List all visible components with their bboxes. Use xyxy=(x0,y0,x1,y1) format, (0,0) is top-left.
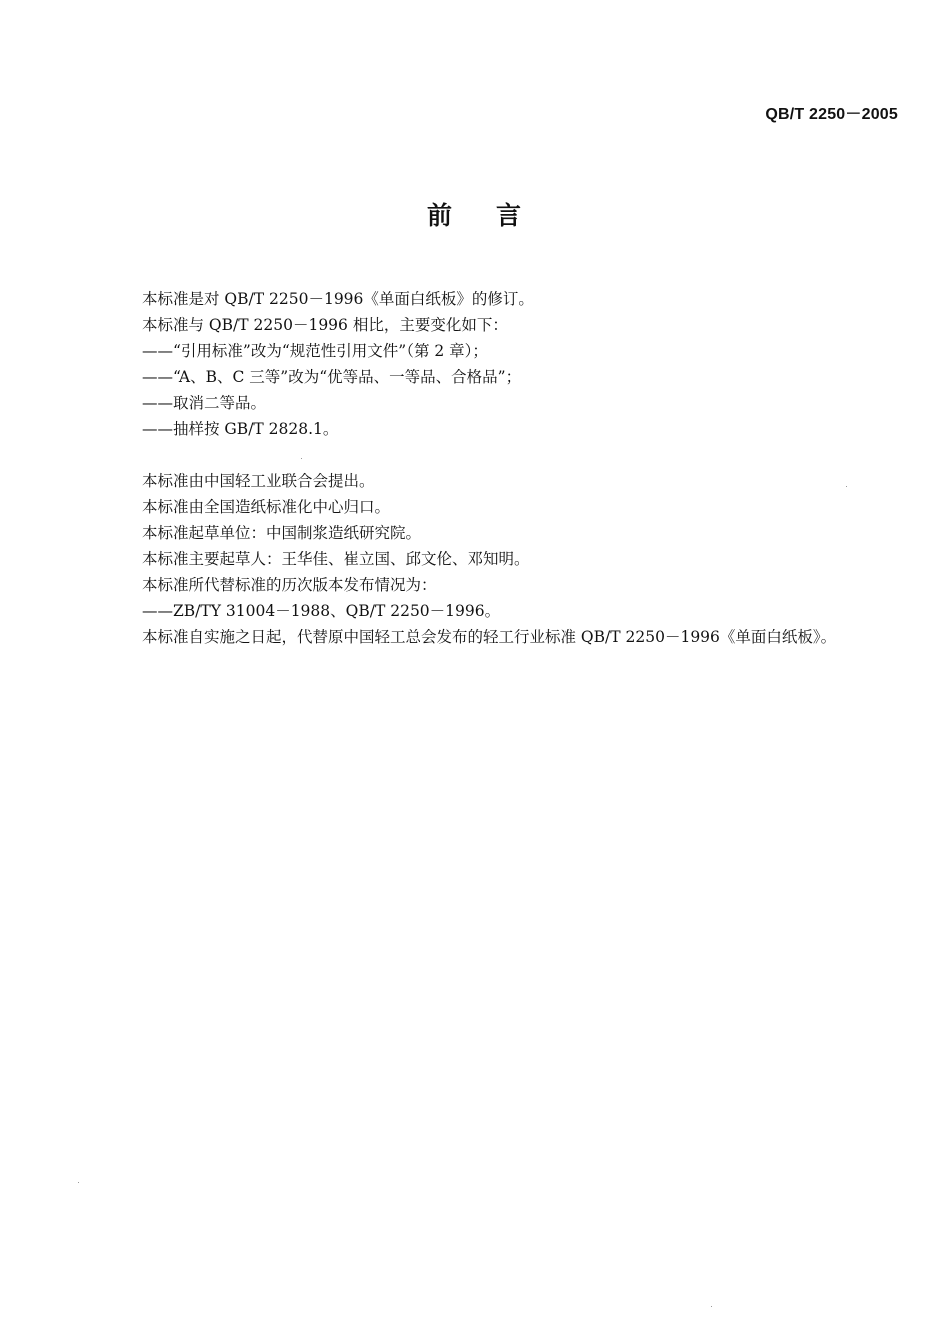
change-item-second-grade: ——取消二等品。 xyxy=(142,394,267,412)
foreword-body xyxy=(142,286,942,650)
previous-editions-item: ——ZB/TY 31004－1988、QB/T 2250－1996。 xyxy=(142,602,501,620)
page-title-char-2: 言 xyxy=(496,201,524,230)
paragraph-revision-note: 本标准是对 QB/T 2250－1996《单面白纸板》的修订。 xyxy=(142,290,534,308)
paragraph-main-changes: 本标准与 QB/T 2250－1996 相比，主要变化如下： xyxy=(142,316,508,334)
standard-number: QB/T 2250－2005 xyxy=(765,106,898,123)
page-title xyxy=(0,196,950,232)
scan-speck xyxy=(711,1306,712,1307)
paragraph-replacement: 本标准自实施之日起，代替原中国轻工总会发布的轻工行业标准 QB/T 2250－1996《单面白纸板》。 xyxy=(142,628,837,646)
change-item-grades: ——“A、B、C 三等”改为“优等品、一等品、合格品”； xyxy=(142,368,522,386)
paragraph-spacer xyxy=(142,442,942,468)
paragraph-drafting-unit: 本标准起草单位：中国制浆造纸研究院。 xyxy=(142,524,422,542)
paragraph-previous-editions: 本标准所代替标准的历次版本发布情况为： xyxy=(142,576,437,594)
scan-speck xyxy=(846,486,847,487)
change-item-sampling: ——抽样按 GB/T 2828.1。 xyxy=(142,420,339,438)
paragraph-proposed-by: 本标准由中国轻工业联合会提出。 xyxy=(142,472,375,490)
change-item-references: ——“引用标准”改为“规范性引用文件”（第 2 章）； xyxy=(142,342,488,360)
paragraph-centralized-by: 本标准由全国造纸标准化中心归口。 xyxy=(142,498,391,516)
page-title-char-1: 前 xyxy=(426,201,454,230)
scan-speck xyxy=(301,458,302,459)
paragraph-drafters: 本标准主要起草人：王华佳、崔立国、邱文伦、邓知明。 xyxy=(142,550,530,568)
scan-speck xyxy=(78,1182,79,1183)
